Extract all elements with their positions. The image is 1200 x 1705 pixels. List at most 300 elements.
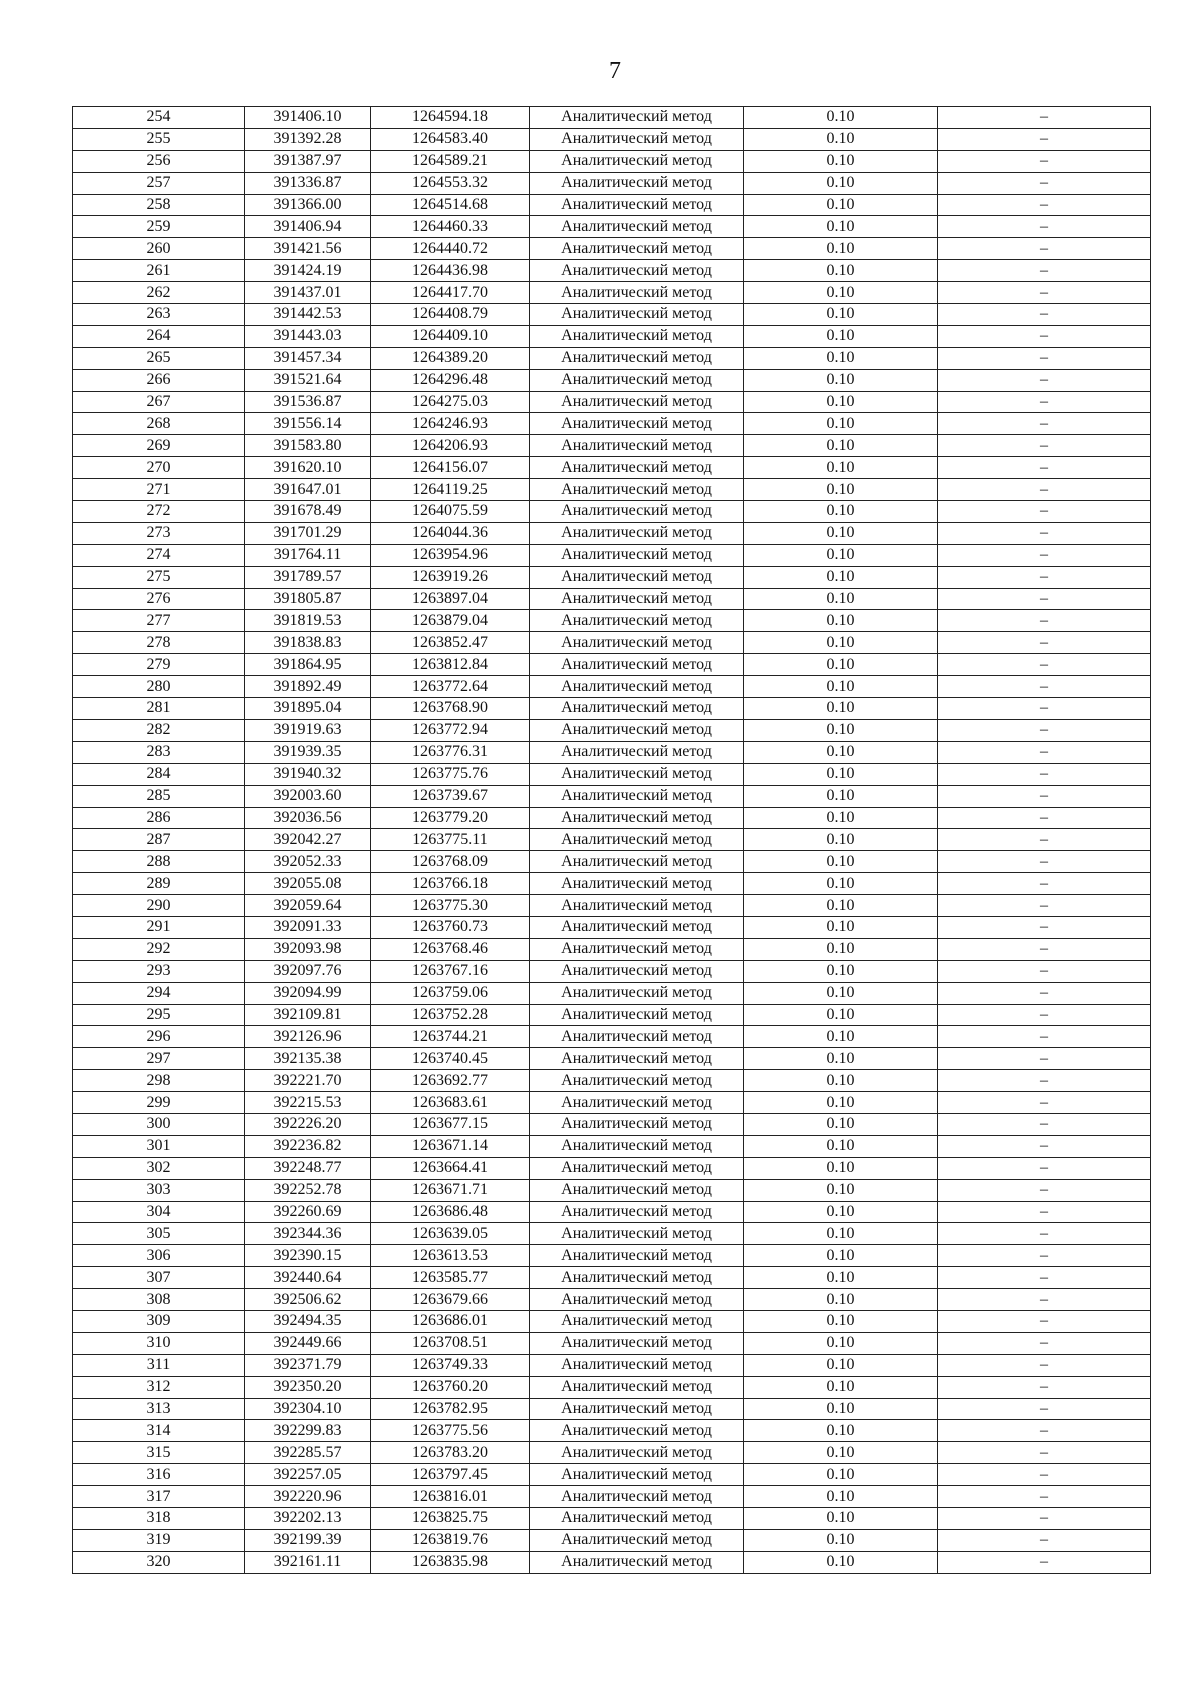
y-coordinate-cell: 1264553.32: [371, 172, 530, 194]
point-number-cell: 297: [73, 1048, 245, 1070]
y-coordinate-cell: 1263776.31: [371, 741, 530, 763]
y-coordinate-cell: 1263749.33: [371, 1354, 530, 1376]
description-cell: –: [938, 369, 1151, 391]
table-row: [73, 435, 1151, 457]
point-number-cell: 298: [73, 1070, 245, 1092]
method-cell: Аналитический метод: [530, 1464, 744, 1486]
x-coordinate-cell: 392003.60: [245, 785, 371, 807]
table-row: [73, 851, 1151, 873]
description-cell: –: [938, 1267, 1151, 1289]
y-coordinate-cell: 1263782.95: [371, 1398, 530, 1420]
table-row: [73, 457, 1151, 479]
point-number-cell: 300: [73, 1113, 245, 1135]
accuracy-cell: 0.10: [744, 1442, 938, 1464]
point-number-cell: 259: [73, 216, 245, 238]
x-coordinate-cell: 392494.35: [245, 1310, 371, 1332]
description-cell: –: [938, 1354, 1151, 1376]
description-cell: –: [938, 698, 1151, 720]
x-coordinate-cell: 391424.19: [245, 260, 371, 282]
description-cell: –: [938, 522, 1151, 544]
x-coordinate-cell: 392109.81: [245, 1004, 371, 1026]
y-coordinate-cell: 1263819.76: [371, 1529, 530, 1551]
accuracy-cell: 0.10: [744, 501, 938, 523]
table-row: [73, 785, 1151, 807]
y-coordinate-cell: 1264417.70: [371, 282, 530, 304]
x-coordinate-cell: 392220.96: [245, 1486, 371, 1508]
table-row: [73, 676, 1151, 698]
description-cell: –: [938, 676, 1151, 698]
accuracy-cell: 0.10: [744, 610, 938, 632]
method-cell: Аналитический метод: [530, 172, 744, 194]
accuracy-cell: 0.10: [744, 1508, 938, 1530]
method-cell: Аналитический метод: [530, 1376, 744, 1398]
accuracy-cell: 0.10: [744, 982, 938, 1004]
table-row: [73, 1310, 1151, 1332]
x-coordinate-cell: 392440.64: [245, 1267, 371, 1289]
x-coordinate-cell: 392350.20: [245, 1376, 371, 1398]
accuracy-cell: 0.10: [744, 216, 938, 238]
y-coordinate-cell: 1263686.48: [371, 1201, 530, 1223]
description-cell: –: [938, 1157, 1151, 1179]
accuracy-cell: 0.10: [744, 1070, 938, 1092]
table-row: [73, 1179, 1151, 1201]
method-cell: Аналитический метод: [530, 1398, 744, 1420]
table-row: [73, 1508, 1151, 1530]
point-number-cell: 315: [73, 1442, 245, 1464]
description-cell: –: [938, 479, 1151, 501]
point-number-cell: 302: [73, 1157, 245, 1179]
method-cell: Аналитический метод: [530, 566, 744, 588]
x-coordinate-cell: 392126.96: [245, 1026, 371, 1048]
y-coordinate-cell: 1263797.45: [371, 1464, 530, 1486]
description-cell: –: [938, 501, 1151, 523]
method-cell: Аналитический метод: [530, 960, 744, 982]
accuracy-cell: 0.10: [744, 960, 938, 982]
accuracy-cell: 0.10: [744, 1004, 938, 1026]
method-cell: Аналитический метод: [530, 1289, 744, 1311]
y-coordinate-cell: 1263783.20: [371, 1442, 530, 1464]
x-coordinate-cell: 391583.80: [245, 435, 371, 457]
method-cell: Аналитический метод: [530, 260, 744, 282]
method-cell: Аналитический метод: [530, 1267, 744, 1289]
table-row: [73, 413, 1151, 435]
description-cell: –: [938, 588, 1151, 610]
x-coordinate-cell: 392221.70: [245, 1070, 371, 1092]
accuracy-cell: 0.10: [744, 916, 938, 938]
y-coordinate-cell: 1263879.04: [371, 610, 530, 632]
x-coordinate-cell: 392052.33: [245, 851, 371, 873]
y-coordinate-cell: 1263664.41: [371, 1157, 530, 1179]
y-coordinate-cell: 1264206.93: [371, 435, 530, 457]
table-row: [73, 325, 1151, 347]
description-cell: –: [938, 763, 1151, 785]
description-cell: –: [938, 632, 1151, 654]
method-cell: Аналитический метод: [530, 698, 744, 720]
accuracy-cell: 0.10: [744, 1551, 938, 1573]
accuracy-cell: 0.10: [744, 522, 938, 544]
table-row: [73, 479, 1151, 501]
y-coordinate-cell: 1263767.16: [371, 960, 530, 982]
y-coordinate-cell: 1264409.10: [371, 325, 530, 347]
table-row: [73, 654, 1151, 676]
description-cell: –: [938, 960, 1151, 982]
x-coordinate-cell: 392304.10: [245, 1398, 371, 1420]
method-cell: Аналитический метод: [530, 347, 744, 369]
x-coordinate-cell: 391895.04: [245, 698, 371, 720]
y-coordinate-cell: 1263825.75: [371, 1508, 530, 1530]
x-coordinate-cell: 391701.29: [245, 522, 371, 544]
y-coordinate-cell: 1263772.64: [371, 676, 530, 698]
y-coordinate-cell: 1263772.94: [371, 719, 530, 741]
point-number-cell: 312: [73, 1376, 245, 1398]
accuracy-cell: 0.10: [744, 1420, 938, 1442]
point-number-cell: 278: [73, 632, 245, 654]
description-cell: –: [938, 413, 1151, 435]
accuracy-cell: 0.10: [744, 1157, 938, 1179]
method-cell: Аналитический метод: [530, 479, 744, 501]
y-coordinate-cell: 1264075.59: [371, 501, 530, 523]
y-coordinate-cell: 1263897.04: [371, 588, 530, 610]
method-cell: Аналитический метод: [530, 1420, 744, 1442]
method-cell: Аналитический метод: [530, 610, 744, 632]
description-cell: –: [938, 457, 1151, 479]
method-cell: Аналитический метод: [530, 369, 744, 391]
accuracy-cell: 0.10: [744, 1310, 938, 1332]
y-coordinate-cell: 1263692.77: [371, 1070, 530, 1092]
accuracy-cell: 0.10: [744, 1113, 938, 1135]
description-cell: –: [938, 1551, 1151, 1573]
description-cell: –: [938, 128, 1151, 150]
accuracy-cell: 0.10: [744, 1179, 938, 1201]
x-coordinate-cell: 391556.14: [245, 413, 371, 435]
method-cell: Аналитический метод: [530, 588, 744, 610]
accuracy-cell: 0.10: [744, 435, 938, 457]
description-cell: –: [938, 194, 1151, 216]
method-cell: Аналитический метод: [530, 325, 744, 347]
y-coordinate-cell: 1263683.61: [371, 1092, 530, 1114]
y-coordinate-cell: 1263639.05: [371, 1223, 530, 1245]
y-coordinate-cell: 1263679.66: [371, 1289, 530, 1311]
accuracy-cell: 0.10: [744, 807, 938, 829]
accuracy-cell: 0.10: [744, 479, 938, 501]
method-cell: Аналитический метод: [530, 895, 744, 917]
table-body: [73, 107, 1151, 1574]
description-cell: –: [938, 1223, 1151, 1245]
point-number-cell: 260: [73, 238, 245, 260]
accuracy-cell: 0.10: [744, 851, 938, 873]
description-cell: –: [938, 1026, 1151, 1048]
description-cell: –: [938, 566, 1151, 588]
x-coordinate-cell: 392506.62: [245, 1289, 371, 1311]
description-cell: –: [938, 435, 1151, 457]
y-coordinate-cell: 1263744.21: [371, 1026, 530, 1048]
method-cell: Аналитический метод: [530, 719, 744, 741]
y-coordinate-cell: 1263671.71: [371, 1179, 530, 1201]
method-cell: Аналитический метод: [530, 741, 744, 763]
description-cell: –: [938, 1135, 1151, 1157]
x-coordinate-cell: 392215.53: [245, 1092, 371, 1114]
table-row: [73, 588, 1151, 610]
y-coordinate-cell: 1264460.33: [371, 216, 530, 238]
accuracy-cell: 0.10: [744, 829, 938, 851]
accuracy-cell: 0.10: [744, 1201, 938, 1223]
x-coordinate-cell: 392055.08: [245, 873, 371, 895]
point-number-cell: 262: [73, 282, 245, 304]
y-coordinate-cell: 1264389.20: [371, 347, 530, 369]
method-cell: Аналитический метод: [530, 282, 744, 304]
description-cell: –: [938, 1092, 1151, 1114]
method-cell: Аналитический метод: [530, 522, 744, 544]
x-coordinate-cell: 391406.94: [245, 216, 371, 238]
method-cell: Аналитический метод: [530, 654, 744, 676]
description-cell: –: [938, 238, 1151, 260]
point-number-cell: 294: [73, 982, 245, 1004]
y-coordinate-cell: 1264119.25: [371, 479, 530, 501]
table-row: [73, 282, 1151, 304]
table-row: [73, 566, 1151, 588]
point-number-cell: 266: [73, 369, 245, 391]
table-row: [73, 1442, 1151, 1464]
point-number-cell: 299: [73, 1092, 245, 1114]
x-coordinate-cell: 392135.38: [245, 1048, 371, 1070]
accuracy-cell: 0.10: [744, 1267, 938, 1289]
y-coordinate-cell: 1263740.45: [371, 1048, 530, 1070]
y-coordinate-cell: 1263671.14: [371, 1135, 530, 1157]
x-coordinate-cell: 392248.77: [245, 1157, 371, 1179]
description-cell: –: [938, 719, 1151, 741]
accuracy-cell: 0.10: [744, 1529, 938, 1551]
y-coordinate-cell: 1263768.90: [371, 698, 530, 720]
method-cell: Аналитический метод: [530, 938, 744, 960]
x-coordinate-cell: 391939.35: [245, 741, 371, 763]
y-coordinate-cell: 1264594.18: [371, 107, 530, 129]
table-row: [73, 544, 1151, 566]
x-coordinate-cell: 392344.36: [245, 1223, 371, 1245]
accuracy-cell: 0.10: [744, 391, 938, 413]
coordinates-table: [72, 106, 1151, 1574]
x-coordinate-cell: 392093.98: [245, 938, 371, 960]
point-number-cell: 293: [73, 960, 245, 982]
point-number-cell: 319: [73, 1529, 245, 1551]
x-coordinate-cell: 392094.99: [245, 982, 371, 1004]
y-coordinate-cell: 1264296.48: [371, 369, 530, 391]
point-number-cell: 304: [73, 1201, 245, 1223]
table-row: [73, 1157, 1151, 1179]
point-number-cell: 257: [73, 172, 245, 194]
description-cell: –: [938, 785, 1151, 807]
y-coordinate-cell: 1263775.30: [371, 895, 530, 917]
y-coordinate-cell: 1263760.20: [371, 1376, 530, 1398]
description-cell: –: [938, 1486, 1151, 1508]
table-row: [73, 1092, 1151, 1114]
point-number-cell: 287: [73, 829, 245, 851]
method-cell: Аналитический метод: [530, 1551, 744, 1573]
method-cell: Аналитический метод: [530, 216, 744, 238]
x-coordinate-cell: 391387.97: [245, 150, 371, 172]
x-coordinate-cell: 391336.87: [245, 172, 371, 194]
accuracy-cell: 0.10: [744, 1354, 938, 1376]
point-number-cell: 310: [73, 1332, 245, 1354]
point-number-cell: 306: [73, 1245, 245, 1267]
table-row: [73, 1004, 1151, 1026]
method-cell: Аналитический метод: [530, 501, 744, 523]
x-coordinate-cell: 392226.20: [245, 1113, 371, 1135]
accuracy-cell: 0.10: [744, 107, 938, 129]
y-coordinate-cell: 1263812.84: [371, 654, 530, 676]
table-row: [73, 1267, 1151, 1289]
description-cell: –: [938, 873, 1151, 895]
table-row: [73, 216, 1151, 238]
point-number-cell: 307: [73, 1267, 245, 1289]
x-coordinate-cell: 391647.01: [245, 479, 371, 501]
method-cell: Аналитический метод: [530, 1004, 744, 1026]
y-coordinate-cell: 1263766.18: [371, 873, 530, 895]
description-cell: –: [938, 282, 1151, 304]
point-number-cell: 289: [73, 873, 245, 895]
accuracy-cell: 0.10: [744, 938, 938, 960]
table-row: [73, 238, 1151, 260]
y-coordinate-cell: 1263835.98: [371, 1551, 530, 1573]
point-number-cell: 273: [73, 522, 245, 544]
y-coordinate-cell: 1263852.47: [371, 632, 530, 654]
x-coordinate-cell: 392236.82: [245, 1135, 371, 1157]
point-number-cell: 269: [73, 435, 245, 457]
accuracy-cell: 0.10: [744, 719, 938, 741]
method-cell: Аналитический метод: [530, 632, 744, 654]
accuracy-cell: 0.10: [744, 676, 938, 698]
table-row: [73, 719, 1151, 741]
y-coordinate-cell: 1263752.28: [371, 1004, 530, 1026]
point-number-cell: 311: [73, 1354, 245, 1376]
accuracy-cell: 0.10: [744, 1135, 938, 1157]
x-coordinate-cell: 392449.66: [245, 1332, 371, 1354]
table-row: [73, 194, 1151, 216]
table-row: [73, 150, 1151, 172]
method-cell: Аналитический метод: [530, 1157, 744, 1179]
y-coordinate-cell: 1264156.07: [371, 457, 530, 479]
point-number-cell: 268: [73, 413, 245, 435]
accuracy-cell: 0.10: [744, 895, 938, 917]
method-cell: Аналитический метод: [530, 1332, 744, 1354]
method-cell: Аналитический метод: [530, 1442, 744, 1464]
description-cell: –: [938, 807, 1151, 829]
x-coordinate-cell: 391764.11: [245, 544, 371, 566]
x-coordinate-cell: 391437.01: [245, 282, 371, 304]
point-number-cell: 317: [73, 1486, 245, 1508]
table-row: [73, 1223, 1151, 1245]
description-cell: –: [938, 304, 1151, 326]
x-coordinate-cell: 392042.27: [245, 829, 371, 851]
table-row: [73, 128, 1151, 150]
x-coordinate-cell: 391805.87: [245, 588, 371, 610]
description-cell: –: [938, 150, 1151, 172]
point-number-cell: 276: [73, 588, 245, 610]
point-number-cell: 283: [73, 741, 245, 763]
table-row: [73, 501, 1151, 523]
accuracy-cell: 0.10: [744, 1332, 938, 1354]
x-coordinate-cell: 392199.39: [245, 1529, 371, 1551]
x-coordinate-cell: 391442.53: [245, 304, 371, 326]
x-coordinate-cell: 392091.33: [245, 916, 371, 938]
y-coordinate-cell: 1263686.01: [371, 1310, 530, 1332]
method-cell: Аналитический метод: [530, 1310, 744, 1332]
table-row: [73, 369, 1151, 391]
method-cell: Аналитический метод: [530, 107, 744, 129]
point-number-cell: 277: [73, 610, 245, 632]
description-cell: –: [938, 347, 1151, 369]
point-number-cell: 282: [73, 719, 245, 741]
point-number-cell: 313: [73, 1398, 245, 1420]
y-coordinate-cell: 1264246.93: [371, 413, 530, 435]
point-number-cell: 292: [73, 938, 245, 960]
y-coordinate-cell: 1263816.01: [371, 1486, 530, 1508]
description-cell: –: [938, 741, 1151, 763]
y-coordinate-cell: 1264514.68: [371, 194, 530, 216]
accuracy-cell: 0.10: [744, 1026, 938, 1048]
x-coordinate-cell: 392285.57: [245, 1442, 371, 1464]
method-cell: Аналитический метод: [530, 982, 744, 1004]
point-number-cell: 270: [73, 457, 245, 479]
method-cell: Аналитический метод: [530, 807, 744, 829]
y-coordinate-cell: 1263768.46: [371, 938, 530, 960]
point-number-cell: 301: [73, 1135, 245, 1157]
description-cell: –: [938, 829, 1151, 851]
point-number-cell: 303: [73, 1179, 245, 1201]
x-coordinate-cell: 391457.34: [245, 347, 371, 369]
table-row: [73, 632, 1151, 654]
point-number-cell: 285: [73, 785, 245, 807]
description-cell: –: [938, 1529, 1151, 1551]
table-row: [73, 172, 1151, 194]
table-row: [73, 1529, 1151, 1551]
y-coordinate-cell: 1263768.09: [371, 851, 530, 873]
accuracy-cell: 0.10: [744, 128, 938, 150]
description-cell: –: [938, 1179, 1151, 1201]
x-coordinate-cell: 392371.79: [245, 1354, 371, 1376]
point-number-cell: 318: [73, 1508, 245, 1530]
description-cell: –: [938, 1245, 1151, 1267]
method-cell: Аналитический метод: [530, 1245, 744, 1267]
method-cell: Аналитический метод: [530, 1201, 744, 1223]
point-number-cell: 265: [73, 347, 245, 369]
x-coordinate-cell: 392097.76: [245, 960, 371, 982]
point-number-cell: 274: [73, 544, 245, 566]
table-row: [73, 763, 1151, 785]
method-cell: Аналитический метод: [530, 1486, 744, 1508]
table-row: [73, 895, 1151, 917]
table-row: [73, 1486, 1151, 1508]
point-number-cell: 295: [73, 1004, 245, 1026]
description-cell: –: [938, 1113, 1151, 1135]
page-number: 7: [609, 58, 621, 84]
accuracy-cell: 0.10: [744, 544, 938, 566]
y-coordinate-cell: 1263585.77: [371, 1267, 530, 1289]
table-row: [73, 741, 1151, 763]
description-cell: –: [938, 1070, 1151, 1092]
description-cell: –: [938, 260, 1151, 282]
table-row: [73, 1201, 1151, 1223]
point-number-cell: 288: [73, 851, 245, 873]
accuracy-cell: 0.10: [744, 150, 938, 172]
x-coordinate-cell: 391406.10: [245, 107, 371, 129]
point-number-cell: 305: [73, 1223, 245, 1245]
y-coordinate-cell: 1264044.36: [371, 522, 530, 544]
accuracy-cell: 0.10: [744, 654, 938, 676]
y-coordinate-cell: 1263613.53: [371, 1245, 530, 1267]
table-row: [73, 1354, 1151, 1376]
point-number-cell: 320: [73, 1551, 245, 1573]
y-coordinate-cell: 1263779.20: [371, 807, 530, 829]
